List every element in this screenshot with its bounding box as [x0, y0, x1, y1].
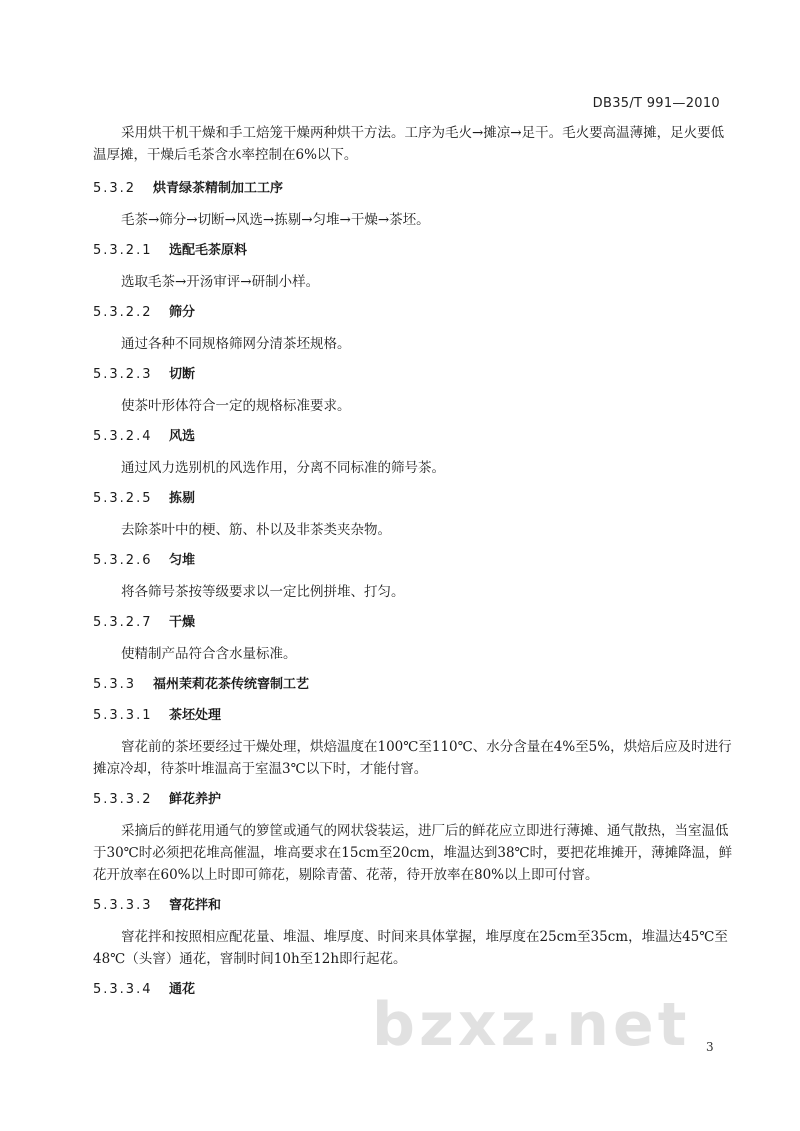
paragraph: 选取毛茶→开汤审评→研制小样。 — [121, 274, 320, 290]
section-heading — [93, 178, 733, 200]
section-number: 5.3.3.2 — [93, 792, 153, 807]
paragraph: 窨花前的茶坯要经过干燥处理，烘焙温度在100℃至110℃、水分含量在4%至5%，烘焙后应及时进行摊凉冷却，待茶叶堆温高于室温3℃以下时，才能付窨。 — [93, 739, 732, 777]
paragraph: 采摘后的鲜花用通气的箩筐或通气的网状袋装运，进厂后的鲜花应立即进行薄摊、通气散热，当室温低于30℃时必须把花堆高催温，堆高要求在15cm至20cm，堆温达到38℃时，要把花堆摊开，薄摊降温，鲜花开放率在60%以上时即可筛花，剔除青蕾、花蒂，待开放率在80%以上即可付窨。 — [93, 823, 733, 883]
paragraph: 窨花拌和按照相应配花量、堆温、堆厚度、时间来具体掌握，堆厚度在25cm至35cm，堆温达45℃至48℃（头窨）通花，窨制时间10h至12h即行起花。 — [93, 929, 728, 967]
section-title: 福州茉莉花茶传统窨制工艺 — [153, 677, 310, 692]
section-number: 5.3.3.4 — [93, 982, 153, 997]
section-number: 5.3.2.6 — [93, 553, 153, 568]
paragraph: 通过风力选别机的风选作用，分离不同标准的筛号茶。 — [121, 460, 445, 476]
section-heading — [93, 302, 733, 324]
section-number: 5.3.2.5 — [93, 491, 153, 506]
section-title: 通花 — [169, 982, 196, 997]
section-heading — [93, 550, 733, 572]
section-title: 匀堆 — [169, 553, 196, 568]
section-number: 5.3.2.1 — [93, 243, 153, 258]
section-heading — [93, 612, 733, 634]
paragraph: 通过各种不同规格筛网分清茶坯规格。 — [121, 336, 351, 352]
section-title: 选配毛茶原料 — [169, 243, 248, 258]
watermark: bzxz.net — [372, 990, 691, 1060]
document-code: DB35/T 991—2010 — [592, 96, 720, 111]
section-number: 5.3.2.2 — [93, 305, 153, 320]
section-title: 风选 — [169, 429, 196, 444]
section-title: 鲜花养护 — [169, 792, 222, 807]
section-heading — [93, 895, 733, 917]
section-heading — [93, 674, 733, 696]
section-title: 拣剔 — [169, 491, 196, 506]
section-number: 5.3.2.7 — [93, 615, 153, 630]
section-number: 5.3.2 — [93, 181, 137, 196]
paragraph: 毛茶→筛分→切断→风选→拣剔→匀堆→干燥→茶坯。 — [121, 212, 430, 228]
paragraph: 去除茶叶中的梗、筋、朴以及非茶类夹杂物。 — [121, 522, 391, 538]
section-number: 5.3.2.4 — [93, 429, 153, 444]
section-title: 切断 — [169, 367, 196, 382]
section-title: 茶坯处理 — [169, 708, 222, 723]
section-title: 窨花拌和 — [169, 898, 222, 913]
section-number: 5.3.3 — [93, 677, 137, 692]
paragraph: 使茶叶形体符合一定的规格标准要求。 — [121, 398, 351, 414]
paragraph: 采用烘干机干燥和手工焙笼干燥两种烘干方法。工序为毛火→摊凉→足干。毛火要高温薄摊，足火要低温厚摊，干燥后毛茶含水率控制在6%以下。 — [93, 125, 725, 163]
section-heading — [93, 488, 733, 510]
section-number: 5.3.3.3 — [93, 898, 153, 913]
section-heading — [93, 364, 733, 386]
section-title: 干燥 — [169, 615, 196, 630]
section-heading — [93, 240, 733, 262]
section-number: 5.3.3.1 — [93, 708, 153, 723]
section-heading — [93, 426, 733, 448]
section-heading — [93, 705, 733, 727]
document-body — [93, 122, 733, 1001]
section-heading — [93, 789, 733, 811]
section-title: 烘青绿茶精制加工工序 — [153, 181, 284, 196]
paragraph: 将各筛号茶按等级要求以一定比例拼堆、打匀。 — [121, 584, 405, 600]
section-number: 5.3.2.3 — [93, 367, 153, 382]
page-number: 3 — [706, 1040, 714, 1054]
paragraph: 使精制产品符合含水量标准。 — [121, 646, 297, 662]
section-title: 筛分 — [169, 305, 196, 320]
